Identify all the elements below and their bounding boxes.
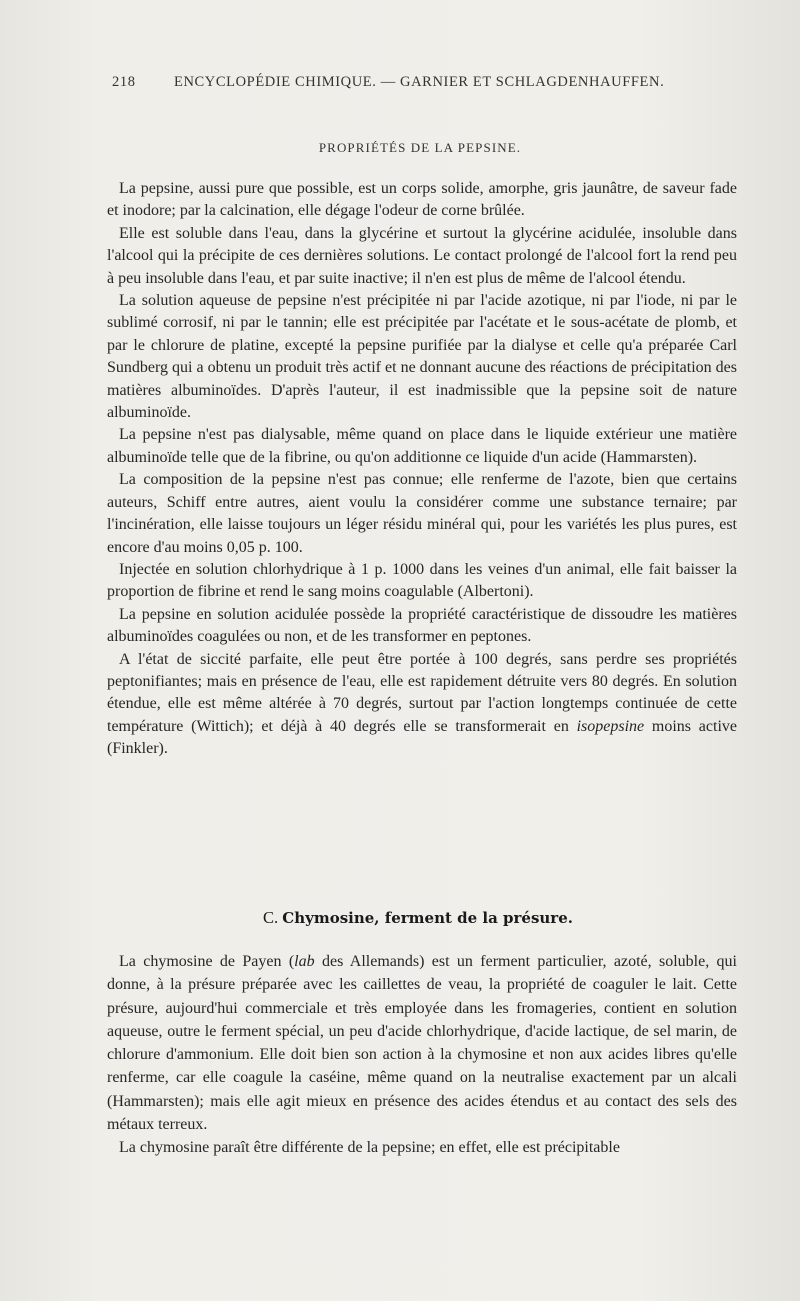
italic-term: isopepsine [576, 717, 645, 735]
paragraph: La chymosine paraît être différente de la pepsine; en effet, elle est précipitable [119, 1139, 620, 1157]
paragraph: Elle est soluble dans l'eau, dans la glycérine et surtout la glycérine acidulée, insoluble dans l'alcool qui la précipite de ces dernières solutions. Le contact prolongé de l'alcool fort la rend peu à peu insoluble dans l'eau, et par suite inactive; il n'en est plus de même de l'alcool étendu. [107, 224, 737, 287]
paragraph-text: des Allemands) est un ferment particulier, azoté, soluble, qui donne, à la présure préparée avec les caillettes de veau, la propriété de coaguler le lait. Cette présure, aujourd'hui commerciale et très employée dans les fromageries, contient en solution aqueuse, outre le ferment spécial, un peu d'acide chlorhydrique, d'acide lactique, de sel marin, de chlorure d'ammonium. Elle doit bien son action à la chymosine et non aux acides libres qu'elle renferme, car elle coagule la caséine, même quand on la neutralise exactement par un alcali (Hammarsten); mais elle agit mieux en présence des acides étendus et au contact des sels des métaux terreux. [107, 953, 737, 1134]
paragraph [107, 950, 737, 1136]
italic-term: lab [294, 953, 315, 970]
paragraph: La pepsine en solution acidulée possède la propriété caractéristique de dissoudre les matières albuminoïdes coagulées ou non, et de les transformer en peptones. [107, 605, 737, 646]
paragraph-text: La chymosine de Payen ( [119, 953, 295, 970]
paragraph-text: elle se transformerait en [403, 717, 577, 735]
section-title: PROPRIÉTÉS DE LA PEPSINE. [318, 140, 522, 155]
paragraph-text: moins active (Finkler). [107, 717, 738, 758]
text-block-pepsine [107, 178, 737, 761]
paragraph-text: A l'état de siccité parfaite, elle peut être portée à 100 degrés, sans perdre ses propriétés peptonifiantes; mais en présence de l'eau, elle est rapidement détruite vers 80 degrés. En solution étendue, elle est même altérée à 70 degrés, surtout par l'action longtemps continuée de cette température (Wittich); et déjà à 40 degrés [107, 650, 737, 735]
text-block-chymosine [107, 950, 737, 1160]
paragraph: La composition de la pepsine n'est pas connue; elle renferme de l'azote, bien que certains auteurs, Schiff entre autres, aient voulu la considérer comme une substance ternaire; par l'incinération, elle laisse toujours un léger résidu minéral qui, pour les variétés les plus pures, est encore d'au moins 0,05 p. 100. [107, 471, 737, 556]
running-title: ENCYCLOPÉDIE CHIMIQUE. — GARNIER ET SCHLAGDENHAUFFEN. [174, 74, 665, 90]
paragraph: Injectée en solution chlorhydrique à 1 p. 1000 dans les veines d'un animal, elle fait baisser la proportion de fibrine et rend le sang moins coagulable (Albertoni). [107, 560, 737, 601]
paragraph: La solution aqueuse de pepsine n'est précipitée ni par l'acide azotique, ni par l'iode, ni par le sublimé corrosif, ni par le tannin; elle est précipitée par l'acétate et le sous-acétate de plomb, et par le chlorure de platine, excepté la pepsine purifiée par la dialyse et celle qu'a préparée Carl Sundberg qui a obtenu un produit très actif et ne donnant aucune des réactions de précipitation des matières albuminoïdes. D'après l'auteur, il est inadmissible que la pepsine soit de nature albuminoïde. [107, 292, 737, 422]
paragraph: La pepsine n'est pas dialysable, même quand on place dans le liquide extérieur une matière albuminoïde telle que de la fibrine, ou qu'on additionne ce liquide d'un acide (Hammarsten). [107, 426, 737, 466]
paragraph [107, 649, 737, 761]
subsection-letter: C. [263, 908, 279, 927]
paragraph: La pepsine, aussi pure que possible, est un corps solide, amorphe, gris jaunâtre, de saveur fade et inodore; par la calcination, elle dégage l'odeur de corne brûlée. [107, 180, 737, 220]
subsection-heading [108, 908, 728, 928]
subsection-title: Chymosine, ferment de la présure. [282, 909, 573, 927]
page-number: 218 [112, 74, 136, 90]
